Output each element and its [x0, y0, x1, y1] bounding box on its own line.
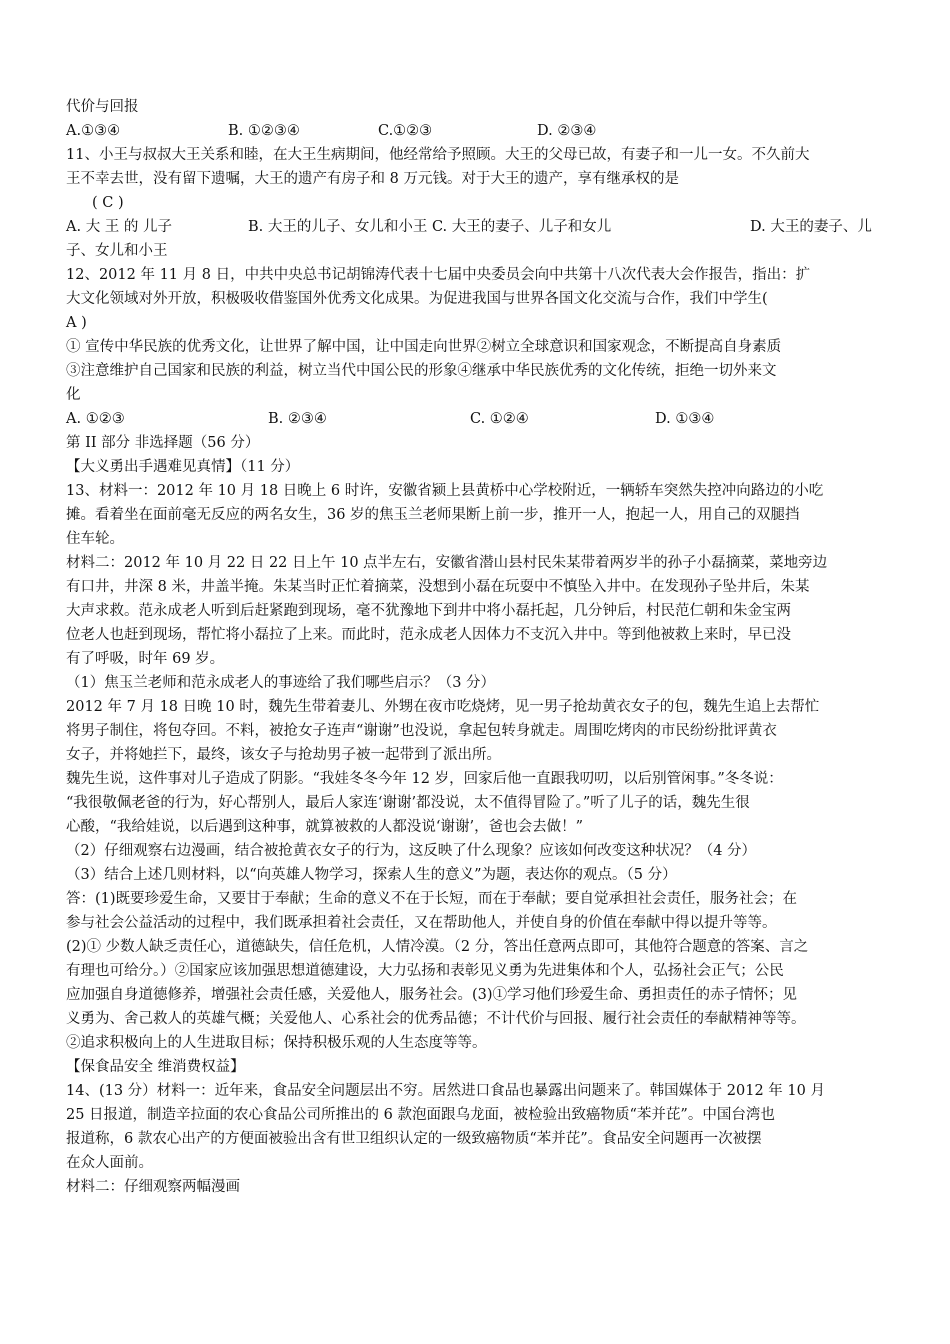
material-text: 有口井，井深 8 米，井盖半掩。朱某当时正忙着摘菜，没想到小磊在玩耍中不慎坠入井中。在发现孙子坠井后，朱某	[66, 579, 810, 595]
text-line: 化	[66, 387, 81, 403]
option-c: C.①②③	[378, 123, 433, 139]
topic-heading: 【保食品安全 维消费权益】	[66, 1059, 245, 1075]
option-d: D. 大王的妻子、儿	[750, 219, 872, 235]
material-text: 材料二：2012 年 10 月 22 日 22 日上午 10 点半左右，安徽省潜山县村民朱某带着两岁半的孙子小磊摘菜，菜地旁边	[66, 555, 828, 571]
option-b: B. ②③④	[268, 411, 327, 427]
material-text: 报道称，6 款农心出产的方便面被验出含有世卫组织认定的一级致癌物质“苯并芘”。食品安全问题再一次被摆	[66, 1131, 762, 1147]
option-d: D. ②③④	[537, 123, 597, 139]
answer-text: ②追求积极向上的人生进取目标；保持积极乐观的人生态度等等。	[66, 1035, 487, 1051]
material-text: 有了呼吸，时年 69 岁。	[66, 651, 225, 667]
sub-question: （3）结合上述几则材料，以“向英雄人物学习，探索人生的意义”为题，表达你的观点。（5 分）	[66, 867, 677, 883]
material-text: 材料二：仔细观察两幅漫画	[66, 1179, 240, 1195]
material-text: 住车轮。	[66, 531, 124, 547]
material-text: 2012 年 7 月 18 日晚 10 时，魏先生带着妻儿、外甥在夜市吃烧烤，见一男子抢劫黄衣女子的包，魏先生追上去帮忙	[66, 699, 820, 715]
answer-text: 义勇为、舍己救人的英雄气概；关爱他人、心系社会的优秀品德；不计代价与回报、履行社会责任的奉献精神等等。	[66, 1011, 806, 1027]
answer-text: (2)① 少数人缺乏责任心，道德缺失，信任危机，人情冷漠。（2 分，答出任意两点即可，其他符合题意的答案、言之	[66, 939, 809, 955]
sub-question: （1）焦玉兰老师和范永成老人的事迹给了我们哪些启示？（3 分）	[66, 675, 496, 691]
section-heading: 第 II 部分 非选择题（56 分）	[66, 435, 260, 451]
topic-heading: 【大义勇出手遇难见真情】（11 分）	[66, 459, 300, 475]
option-a: A.①③④	[66, 123, 121, 139]
material-text: “我很敬佩老爸的行为，好心帮别人，最后人家连‘谢谢’都没说，太不值得冒险了。”听了儿子的话，魏先生很	[66, 795, 750, 811]
text-line: 子、女儿和小王	[66, 243, 168, 259]
material-text: 大声求救。范永成老人听到后赶紧跑到现场，毫不犹豫地下到井中将小磊托起，几分钟后，村民范仁朝和朱金宝两	[66, 603, 791, 619]
material-text: 女子，并将她拦下，最终，该女子与抢劫男子被一起带到了派出所。	[66, 747, 501, 763]
question-11-text: 王不幸去世，没有留下遗嘱，大王的遗产有房子和 8 万元钱。对于大王的遗产，享有继承权的是	[66, 171, 679, 187]
material-text: 将男子制住，将包夺回。不料，被抢女子连声“谢谢”也没说，拿起包转身就走。周围吃烤肉的市民纷纷批评黄衣	[66, 723, 777, 739]
answer-text: 答：(1)既要珍爱生命，又要甘于奉献；生命的意义不在于长短，而在于奉献；要自觉承担社会责任，服务社会；在	[66, 891, 798, 907]
option-a: A. 大 王 的 儿子	[66, 219, 173, 235]
answer-text: 参与社会公益活动的过程中，我们既承担着社会责任，又在帮助他人，并使自身的价值在奉献中得以提升等等。	[66, 915, 777, 931]
material-text: 13、材料一：2012 年 10 月 18 日晚上 6 时许，安徽省颍上县黄桥中心学校附近，一辆轿车突然失控冲向路边的小吃	[66, 483, 824, 499]
material-text: 14、(13 分）材料一：近年来，食品安全问题层出不穷。居然进口食品也暴露出问题来了。韩国媒体于 2012 年 10 月	[66, 1083, 825, 1099]
option-a: A. ①②③	[66, 411, 125, 427]
text-line: 代价与回报	[66, 99, 139, 115]
question-12-answer: A )	[66, 315, 87, 331]
material-text: 在众人面前。	[66, 1155, 153, 1171]
sub-question: （2）仔细观察右边漫画，结合被抢黄衣女子的行为，这反映了什么现象？应该如何改变这种状况？（4 分）	[66, 843, 757, 859]
answer-text: 有理也可给分。）②国家应该加强思想道德建设，大力弘扬和表彰见义勇为先进集体和个人，弘扬社会正气；公民	[66, 963, 784, 979]
option-b: B. ①②③④	[228, 123, 300, 139]
text-line: ① 宣传中华民族的优秀文化，让世界了解中国，让中国走向世界②树立全球意识和国家观念，不断提高自身素质	[66, 339, 782, 355]
option-c: C. ①②④	[470, 411, 529, 427]
question-11-text: 11、小王与叔叔大王关系和睦，在大王生病期间，他经常给予照顾。大王的父母已故，有妻子和一儿一女。不久前大	[66, 147, 810, 163]
material-text: 摊。看着坐在面前毫无反应的两名女生，36 岁的焦玉兰老师果断上前一步，推开一人，抱起一人，用自己的双腿挡	[66, 507, 800, 523]
question-11-answer: ( C )	[92, 195, 124, 211]
material-text: 位老人也赶到现场，帮忙将小磊拉了上来。而此时，范永成老人因体力不支沉入井中。等到他被救上来时，早已没	[66, 627, 791, 643]
answer-text: 应加强自身道德修养，增强社会责任感，关爱他人，服务社会。(3)①学习他们珍爱生命、勇担责任的赤子情怀；见	[66, 987, 798, 1003]
text-line: ③注意维护自己国家和民族的利益，树立当代中国公民的形象④继承中华民族优秀的文化传统，拒绝一切外来文	[66, 363, 777, 379]
option-d: D. ①③④	[655, 411, 715, 427]
material-text: 心酸，“我给娃说，以后遇到这种事，就算被救的人都没说‘谢谢’，爸也会去做！”	[66, 819, 584, 835]
option-b-c: B. 大王的儿子、女儿和小王 C. 大王的妻子、儿子和女儿	[248, 219, 612, 235]
question-12-text: 大文化领域对外开放，积极吸收借鉴国外优秀文化成果。为促进我国与世界各国文化交流与合作，我们中学生(	[66, 291, 768, 307]
material-text: 25 日报道，制造辛拉面的农心食品公司所推出的 6 款泡面跟乌龙面，被检验出致癌物质“苯并芘”。中国台湾也	[66, 1107, 775, 1123]
question-12-text: 12、2012 年 11 月 8 日，中共中央总书记胡锦涛代表十七届中央委员会向中共第十八次代表大会作报告，指出：扩	[66, 267, 811, 283]
material-text: 魏先生说，这件事对儿子造成了阴影。“我娃冬冬今年 12 岁，回家后他一直跟我叨叨，以后别管闲事。”冬冬说：	[66, 771, 783, 787]
